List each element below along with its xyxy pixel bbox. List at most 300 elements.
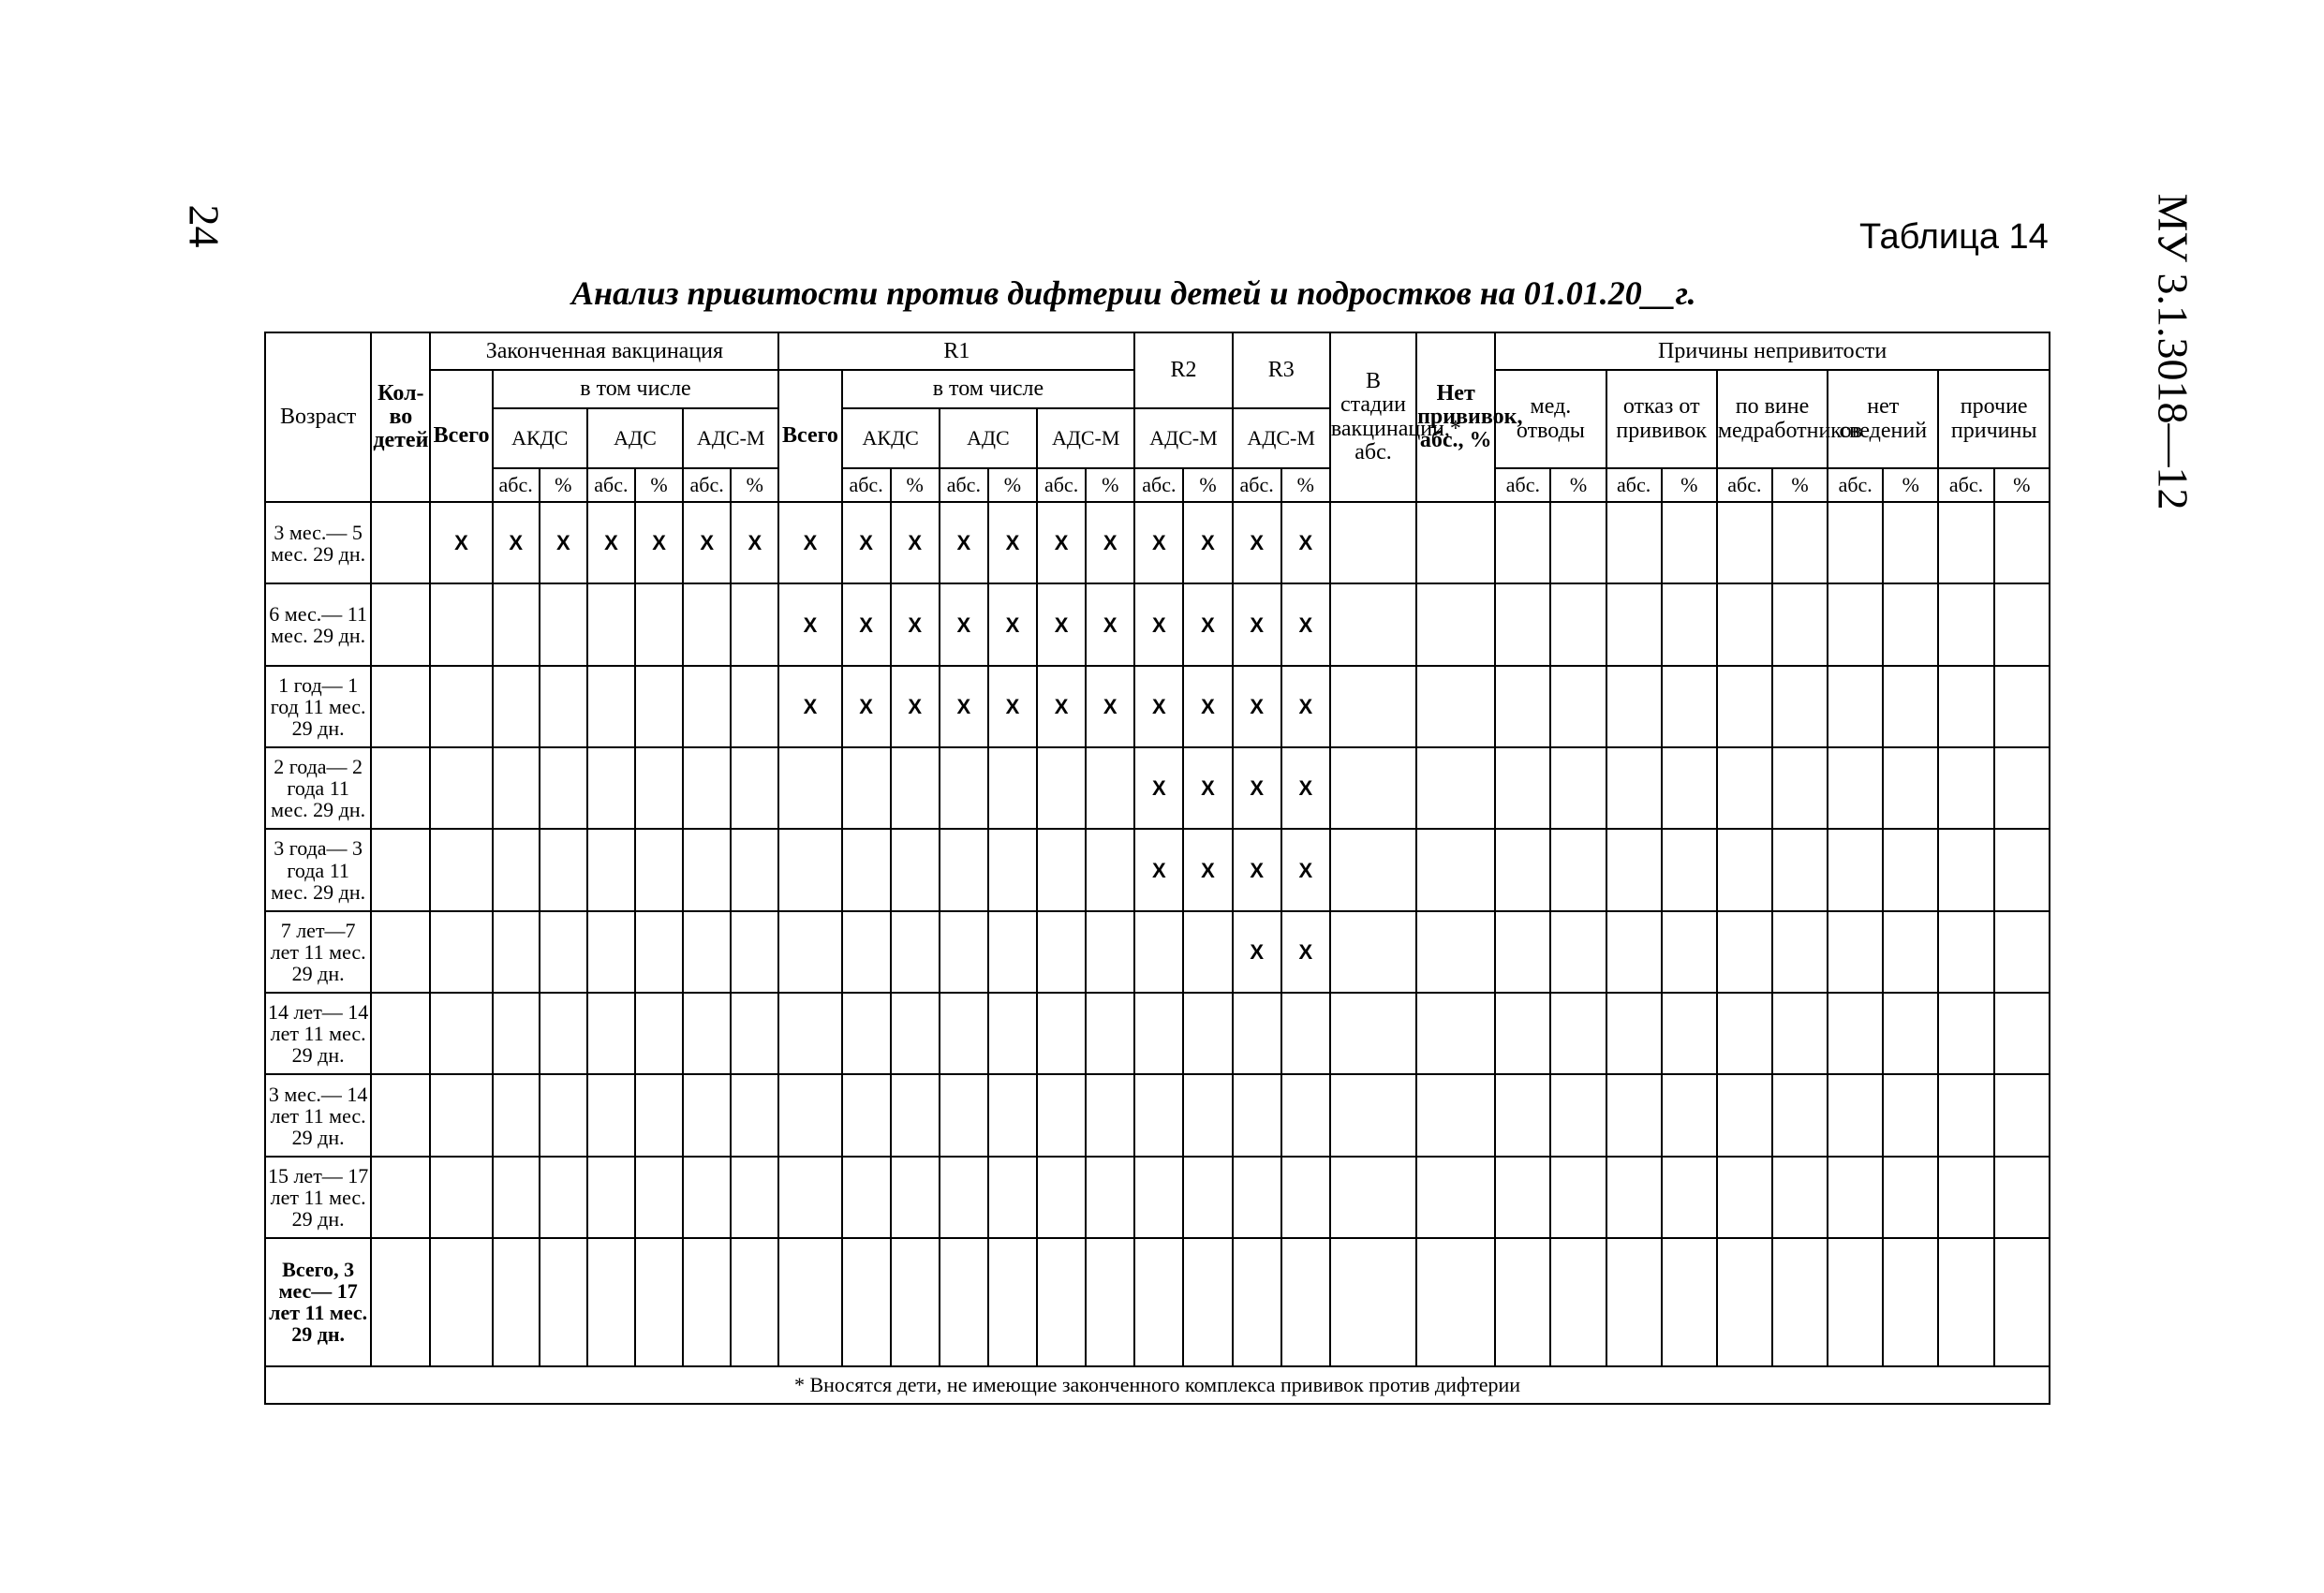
data-cell <box>587 1157 635 1238</box>
data-cell <box>540 1074 587 1156</box>
data-cell <box>1606 583 1662 665</box>
data-cell <box>1416 583 1495 665</box>
data-cell <box>1330 747 1416 829</box>
data-cell <box>1550 1157 1606 1238</box>
data-cell <box>1938 1157 1993 1238</box>
subheader-abs: абс. <box>1828 468 1883 502</box>
subheader-percent: % <box>1550 468 1606 502</box>
data-cell <box>635 911 683 993</box>
x-mark: X <box>988 583 1037 665</box>
data-cell <box>1828 747 1883 829</box>
data-cell <box>1416 502 1495 583</box>
data-cell <box>371 666 430 747</box>
data-cell <box>1606 502 1662 583</box>
data-cell <box>988 993 1037 1074</box>
subheader-abs: абс. <box>940 468 988 502</box>
data-cell <box>587 666 635 747</box>
data-cell <box>1772 502 1828 583</box>
data-cell <box>635 583 683 665</box>
data-cell <box>1037 1157 1086 1238</box>
data-cell <box>1495 1074 1550 1156</box>
data-cell <box>540 911 587 993</box>
data-cell <box>1828 829 1883 910</box>
data-cell <box>1037 829 1086 910</box>
data-cell <box>1495 747 1550 829</box>
data-cell <box>891 1074 940 1156</box>
x-mark: X <box>430 502 492 583</box>
data-cell <box>1662 1238 1717 1365</box>
data-cell <box>1994 829 2050 910</box>
data-cell <box>1828 502 1883 583</box>
data-cell <box>371 829 430 910</box>
subheader-abs: абс. <box>1037 468 1086 502</box>
data-cell <box>1938 1238 1993 1365</box>
data-cell <box>1183 993 1232 1074</box>
header-r2-adsm: АДС-М <box>1134 408 1232 468</box>
data-cell <box>778 1074 841 1156</box>
data-cell <box>587 829 635 910</box>
x-mark: X <box>1037 666 1086 747</box>
header-r1-including: в том числе <box>842 370 1135 407</box>
x-mark: X <box>635 502 683 583</box>
data-cell <box>430 747 492 829</box>
data-cell <box>635 1157 683 1238</box>
subheader-abs: абс. <box>1495 468 1550 502</box>
data-cell <box>988 829 1037 910</box>
data-cell <box>540 1238 587 1365</box>
subheader-percent: % <box>1281 468 1330 502</box>
data-cell <box>1550 583 1606 665</box>
header-med-exemptions: мед. отводы <box>1495 370 1606 467</box>
data-cell <box>1495 1157 1550 1238</box>
data-cell <box>1828 583 1883 665</box>
age-cell: 7 лет—7 лет 11 мес. 29 дн. <box>265 911 371 993</box>
x-mark: X <box>683 502 731 583</box>
data-cell <box>493 583 540 665</box>
data-cell <box>1717 993 1772 1074</box>
data-cell <box>1416 993 1495 1074</box>
x-mark: X <box>842 502 891 583</box>
subheader-percent: % <box>540 468 587 502</box>
age-cell: 3 мес.— 14 лет 11 мес. 29 дн. <box>265 1074 371 1156</box>
table-row <box>265 1074 2050 1156</box>
data-cell <box>1662 993 1717 1074</box>
data-cell <box>1086 1238 1134 1365</box>
data-cell <box>1416 666 1495 747</box>
data-cell <box>430 911 492 993</box>
header-no-vaccination: Нет прививок, абс., % <box>1416 332 1495 502</box>
x-mark: X <box>1183 747 1232 829</box>
data-cell <box>430 1157 492 1238</box>
table-row <box>265 1157 2050 1238</box>
subheader-percent: % <box>731 468 778 502</box>
data-cell <box>430 666 492 747</box>
data-cell <box>1281 1157 1330 1238</box>
data-cell <box>371 502 430 583</box>
data-cell <box>371 583 430 665</box>
subheader-percent: % <box>1662 468 1717 502</box>
data-cell <box>371 747 430 829</box>
data-cell <box>1828 1074 1883 1156</box>
x-mark: X <box>1281 911 1330 993</box>
header-completed-total: Всего <box>430 370 492 502</box>
data-cell <box>891 1238 940 1365</box>
header-r3: R3 <box>1233 332 1330 408</box>
data-cell <box>1883 911 1938 993</box>
data-cell <box>988 911 1037 993</box>
data-cell <box>1772 993 1828 1074</box>
data-cell <box>940 747 988 829</box>
x-mark: X <box>1086 583 1134 665</box>
data-cell <box>493 1238 540 1365</box>
data-cell <box>493 993 540 1074</box>
data-cell <box>891 911 940 993</box>
age-cell: 3 мес.— 5 мес. 29 дн. <box>265 502 371 583</box>
data-cell <box>587 993 635 1074</box>
table-row <box>265 747 2050 829</box>
data-cell <box>683 829 731 910</box>
subheader-abs: абс. <box>1606 468 1662 502</box>
header-in-stage: В стадии вакцинации,* абс. <box>1330 332 1416 502</box>
table-row <box>265 666 2050 747</box>
x-mark: X <box>891 502 940 583</box>
data-cell <box>940 1157 988 1238</box>
data-cell <box>1183 911 1232 993</box>
data-cell <box>587 1074 635 1156</box>
subheader-percent: % <box>1994 468 2050 502</box>
subheader-percent: % <box>891 468 940 502</box>
data-cell <box>1772 666 1828 747</box>
header-reasons: Причины непривитости <box>1495 332 2050 370</box>
x-mark: X <box>891 583 940 665</box>
data-cell <box>1717 747 1772 829</box>
data-cell <box>940 829 988 910</box>
data-cell <box>1662 666 1717 747</box>
data-cell <box>891 747 940 829</box>
data-cell <box>1550 829 1606 910</box>
data-cell <box>1717 502 1772 583</box>
data-cell <box>1134 993 1183 1074</box>
data-cell <box>891 1157 940 1238</box>
age-cell: 15 лет— 17 лет 11 мес. 29 дн. <box>265 1157 371 1238</box>
x-mark: X <box>940 583 988 665</box>
data-cell <box>1495 502 1550 583</box>
data-cell <box>1086 911 1134 993</box>
data-cell <box>540 666 587 747</box>
age-cell: 6 мес.— 11 мес. 29 дн. <box>265 583 371 665</box>
data-cell <box>1662 502 1717 583</box>
data-cell <box>1134 1074 1183 1156</box>
data-cell <box>731 829 778 910</box>
data-cell <box>1330 1074 1416 1156</box>
data-cell <box>493 747 540 829</box>
data-cell <box>1772 829 1828 910</box>
x-mark: X <box>1281 666 1330 747</box>
table-title: Анализ привитости против дифтерии детей и подростков на 01.01.20__г. <box>571 274 1696 312</box>
subheader-percent: % <box>635 468 683 502</box>
data-cell <box>891 993 940 1074</box>
x-mark: X <box>731 502 778 583</box>
data-cell <box>731 1157 778 1238</box>
data-cell <box>891 829 940 910</box>
data-cell <box>842 829 891 910</box>
subheader-percent: % <box>1183 468 1232 502</box>
x-mark: X <box>778 502 841 583</box>
data-cell <box>1828 1238 1883 1365</box>
data-cell <box>1416 747 1495 829</box>
data-cell <box>1662 747 1717 829</box>
data-cell <box>778 829 841 910</box>
data-cell <box>842 1238 891 1365</box>
data-cell <box>1330 583 1416 665</box>
data-cell <box>1086 1157 1134 1238</box>
data-cell <box>1330 666 1416 747</box>
age-cell: 1 год— 1 год 11 мес. 29 дн. <box>265 666 371 747</box>
data-cell <box>1606 1074 1662 1156</box>
data-cell <box>1281 1238 1330 1365</box>
subheader-abs: абс. <box>842 468 891 502</box>
x-mark: X <box>778 666 841 747</box>
data-cell <box>842 911 891 993</box>
x-mark: X <box>1134 502 1183 583</box>
x-mark: X <box>842 583 891 665</box>
data-cell <box>1037 1238 1086 1365</box>
header-completed-including: в том числе <box>493 370 779 407</box>
footnote: * Вносятся дети, не имеющие законченного комплекса прививок против дифтерии <box>265 1366 2050 1404</box>
x-mark: X <box>1086 502 1134 583</box>
page-number: 24 <box>180 204 229 248</box>
data-cell <box>1037 1074 1086 1156</box>
header-completed-ads: АДС <box>587 408 683 468</box>
x-mark: X <box>778 583 841 665</box>
data-cell <box>1495 829 1550 910</box>
subheader-abs: абс. <box>1233 468 1281 502</box>
data-cell <box>1717 911 1772 993</box>
x-mark: X <box>1281 747 1330 829</box>
data-cell <box>778 911 841 993</box>
data-cell <box>1938 502 1993 583</box>
data-cell <box>1606 829 1662 910</box>
data-cell <box>635 993 683 1074</box>
header-completed-adsm: АДС-М <box>683 408 778 468</box>
x-mark: X <box>1183 502 1232 583</box>
data-cell <box>1828 911 1883 993</box>
x-mark: X <box>1086 666 1134 747</box>
data-cell <box>1994 1157 2050 1238</box>
table-label: Таблица 14 <box>1859 217 2049 257</box>
subheader-abs: абс. <box>1134 468 1183 502</box>
data-cell <box>1281 993 1330 1074</box>
data-cell <box>1495 583 1550 665</box>
x-mark: X <box>1281 829 1330 910</box>
data-cell <box>635 666 683 747</box>
data-cell <box>1550 1074 1606 1156</box>
data-cell <box>1994 1074 2050 1156</box>
data-cell <box>1550 502 1606 583</box>
data-cell <box>1416 911 1495 993</box>
subheader-percent: % <box>1086 468 1134 502</box>
data-cell <box>1662 583 1717 665</box>
header-age: Возраст <box>265 332 371 502</box>
data-cell <box>587 1238 635 1365</box>
data-cell <box>683 747 731 829</box>
data-cell <box>371 1157 430 1238</box>
x-mark: X <box>1134 747 1183 829</box>
data-cell <box>731 911 778 993</box>
x-mark: X <box>1233 583 1281 665</box>
data-cell <box>731 747 778 829</box>
data-cell <box>731 1074 778 1156</box>
data-cell <box>1883 1074 1938 1156</box>
data-cell <box>430 583 492 665</box>
data-cell <box>1717 1074 1772 1156</box>
x-mark: X <box>1233 747 1281 829</box>
data-cell <box>1233 1074 1281 1156</box>
data-cell <box>1662 1157 1717 1238</box>
subheader-abs: абс. <box>1717 468 1772 502</box>
header-r1: R1 <box>778 332 1134 370</box>
x-mark: X <box>1233 829 1281 910</box>
x-mark: X <box>988 666 1037 747</box>
data-cell <box>1606 911 1662 993</box>
data-cell <box>1994 911 2050 993</box>
data-cell <box>1772 911 1828 993</box>
data-cell <box>371 911 430 993</box>
data-cell <box>430 1238 492 1365</box>
data-cell <box>1495 666 1550 747</box>
x-mark: X <box>1233 666 1281 747</box>
age-cell: Всего, 3 мес— 17 лет 11 мес. 29 дн. <box>265 1238 371 1365</box>
header-r3-adsm: АДС-М <box>1233 408 1330 468</box>
data-cell <box>1662 911 1717 993</box>
data-cell <box>683 1238 731 1365</box>
data-cell <box>1330 993 1416 1074</box>
x-mark: X <box>940 666 988 747</box>
data-cell <box>1994 993 2050 1074</box>
data-cell <box>1883 1157 1938 1238</box>
data-cell <box>1717 583 1772 665</box>
data-cell <box>587 747 635 829</box>
x-mark: X <box>493 502 540 583</box>
header-r1-ads: АДС <box>940 408 1037 468</box>
data-cell <box>1495 911 1550 993</box>
data-cell <box>731 1238 778 1365</box>
data-cell <box>1662 829 1717 910</box>
data-cell <box>635 747 683 829</box>
table-row <box>265 911 2050 993</box>
subheader-abs: абс. <box>587 468 635 502</box>
x-mark: X <box>988 502 1037 583</box>
data-cell <box>1883 829 1938 910</box>
data-cell <box>1772 1157 1828 1238</box>
data-cell <box>683 583 731 665</box>
data-cell <box>988 747 1037 829</box>
x-mark: X <box>1281 502 1330 583</box>
subheader-abs: абс. <box>493 468 540 502</box>
data-cell <box>540 583 587 665</box>
data-cell <box>1416 1074 1495 1156</box>
table-row <box>265 829 2050 910</box>
age-cell: 2 года— 2 года 11 мес. 29 дн. <box>265 747 371 829</box>
data-cell <box>683 911 731 993</box>
data-cell <box>731 666 778 747</box>
age-cell: 14 лет— 14 лет 11 мес. 29 дн. <box>265 993 371 1074</box>
data-cell <box>1717 1238 1772 1365</box>
data-cell <box>1606 666 1662 747</box>
data-cell <box>587 583 635 665</box>
data-cell <box>1883 747 1938 829</box>
data-cell <box>587 911 635 993</box>
header-r1-akds: АКДС <box>842 408 940 468</box>
vaccination-table <box>264 332 2050 1405</box>
data-cell <box>635 1238 683 1365</box>
data-cell <box>1772 583 1828 665</box>
data-cell <box>1772 1074 1828 1156</box>
data-cell <box>842 993 891 1074</box>
subheader-percent: % <box>988 468 1037 502</box>
data-cell <box>1994 1238 2050 1365</box>
data-cell <box>1134 911 1183 993</box>
data-cell <box>430 829 492 910</box>
header-other-reasons: прочие причины <box>1938 370 2050 467</box>
data-cell <box>1183 1157 1232 1238</box>
data-cell <box>1938 1074 1993 1156</box>
data-cell <box>1330 829 1416 910</box>
header-no-info: нет сведений <box>1828 370 1938 467</box>
x-mark: X <box>940 502 988 583</box>
data-cell <box>1938 993 1993 1074</box>
data-cell <box>1330 502 1416 583</box>
data-cell <box>1883 666 1938 747</box>
data-cell <box>1938 666 1993 747</box>
data-cell <box>1086 747 1134 829</box>
x-mark: X <box>587 502 635 583</box>
data-cell <box>1134 1238 1183 1365</box>
data-cell <box>1550 1238 1606 1365</box>
data-cell <box>778 993 841 1074</box>
data-cell <box>1828 993 1883 1074</box>
data-cell <box>430 993 492 1074</box>
subheader-percent: % <box>1772 468 1828 502</box>
data-cell <box>635 1074 683 1156</box>
data-cell <box>493 1074 540 1156</box>
x-mark: X <box>1134 666 1183 747</box>
data-cell <box>1550 993 1606 1074</box>
data-cell <box>1772 747 1828 829</box>
data-cell <box>842 747 891 829</box>
data-cell <box>540 1157 587 1238</box>
data-cell <box>1416 829 1495 910</box>
x-mark: X <box>1183 666 1232 747</box>
subheader-percent: % <box>1883 468 1938 502</box>
data-cell <box>1883 993 1938 1074</box>
data-cell <box>1330 1157 1416 1238</box>
data-cell <box>1606 1238 1662 1365</box>
data-cell <box>371 1074 430 1156</box>
data-cell <box>1717 1157 1772 1238</box>
header-r1-total: Всего <box>778 370 841 502</box>
data-cell <box>1938 911 1993 993</box>
data-cell <box>1037 911 1086 993</box>
data-cell <box>493 829 540 910</box>
header-r2: R2 <box>1134 332 1232 408</box>
data-cell <box>1828 666 1883 747</box>
data-cell <box>1938 747 1993 829</box>
header-completed: Законченная вакцинация <box>430 332 778 370</box>
data-cell <box>683 1157 731 1238</box>
table-row <box>265 502 2050 583</box>
data-cell <box>988 1074 1037 1156</box>
